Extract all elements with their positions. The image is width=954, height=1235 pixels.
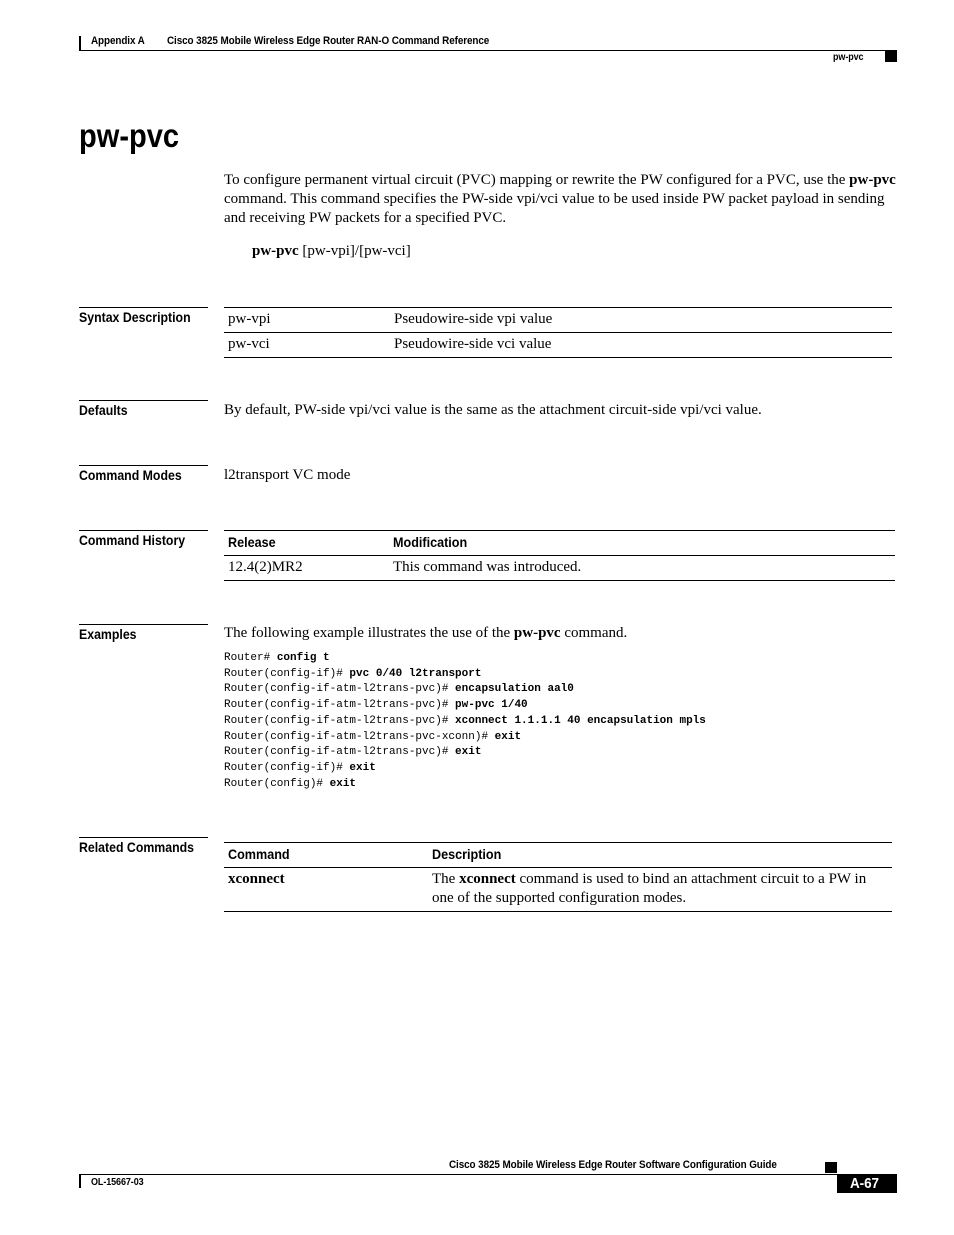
intro-cmd: pw-pvc: [849, 172, 896, 188]
table-row: [224, 333, 892, 358]
footer-left-bar: [79, 1174, 81, 1188]
command-modes-rule: [79, 465, 208, 466]
code-line: Router(config-if-atm-l2trans-pvc)# xconnect 1.1.1.1 40 encapsulation mpls: [224, 714, 706, 727]
header-doc-title: Cisco 3825 Mobile Wireless Edge Router RAN-O Command Reference: [167, 35, 490, 47]
defaults-text: By default, PW-side vpi/vci value is the same as the attachment circuit-side vpi/vci value.: [224, 402, 762, 418]
syntax-args: [pw-vpi]/[pw-vci]: [298, 243, 411, 259]
header-rule: [79, 50, 897, 51]
syntax-description-table: [224, 307, 892, 358]
examples-label: Examples: [79, 626, 137, 642]
header-description: Description: [432, 846, 502, 862]
header-black-tab: [885, 51, 897, 62]
footer-guide-title: Cisco 3825 Mobile Wireless Edge Router Software Configuration Guide: [449, 1159, 777, 1171]
footer-rule: [79, 1174, 897, 1175]
table-row: [224, 868, 892, 912]
header-modification: Modification: [393, 534, 468, 550]
footer-page-number: A-67: [850, 1175, 879, 1192]
command-history-label: Command History: [79, 532, 186, 548]
intro-pre: To configure permanent virtual circuit (PVC) mapping or rewrite the PW configured for a PVC, use the: [224, 172, 850, 188]
examples-intro: [224, 624, 627, 643]
code-line: Router(config-if-atm-l2trans-pvc)# encapsulation aal0: [224, 683, 574, 696]
table-row: [224, 308, 892, 333]
footer-doc-number: OL-15667-03: [91, 1177, 144, 1188]
syntax-line: [252, 242, 411, 261]
header-release: Release: [228, 534, 276, 550]
examples-intro-cmd: pw-pvc: [513, 625, 561, 641]
related-commands-label: Related Commands: [79, 839, 195, 855]
syntax-param-desc: Pseudowire-side vpi value: [394, 311, 553, 327]
related-description-cell: The xconnect command is used to bind an attachment circuit to a PW in one of the supported configuration modes.: [432, 871, 867, 906]
release-cell: 12.4(2)MR2: [228, 559, 303, 575]
syntax-param: pw-vpi: [228, 311, 271, 327]
footer-black-tab: [825, 1162, 837, 1173]
example-code-block: [224, 651, 706, 792]
command-modes-text: l2transport VC mode: [224, 467, 351, 483]
code-line: Router(config-if-atm-l2trans-pvc)# exit: [224, 746, 482, 759]
command-history-rule: [79, 530, 208, 531]
table-header-row: [224, 843, 892, 868]
code-line: Router(config-if-atm-l2trans-pvc-xconn)# exit: [224, 730, 522, 743]
code-line: Router(config-if)# pvc 0/40 l2transport: [224, 667, 482, 680]
code-line: Router# config t: [224, 652, 330, 664]
code-line: Router(config-if)# exit: [224, 761, 376, 774]
examples-intro-pre: The following example illustrates the use of the: [224, 625, 514, 641]
syntax-cmd: pw-pvc: [252, 243, 299, 259]
header-appendix: Appendix A: [91, 35, 145, 47]
table-header-row: [224, 531, 895, 556]
syntax-description-label: Syntax Description: [79, 309, 191, 325]
examples-intro-post: command.: [560, 625, 628, 641]
intro-paragraph: [224, 171, 896, 228]
related-commands-table: [224, 842, 892, 912]
syntax-param: pw-vci: [228, 336, 270, 352]
syntax-param-desc: Pseudowire-side vci value: [394, 336, 552, 352]
page-title: pw-pvc: [79, 117, 180, 154]
intro-post: command. This command specifies the PW-side vpi/vci value to be used inside PW packet payload in sending and receiving PW packets for a specified PVC.: [224, 191, 885, 226]
code-line: Router(config-if-atm-l2trans-pvc)# pw-pvc 1/40: [224, 699, 528, 712]
command-history-table: [224, 530, 895, 581]
table-row: [224, 556, 895, 581]
related-commands-rule: [79, 837, 208, 838]
command-modes-label: Command Modes: [79, 467, 182, 483]
header-section-name: pw-pvc: [833, 52, 864, 63]
modification-cell: This command was introduced.: [393, 559, 582, 575]
defaults-rule: [79, 400, 208, 401]
defaults-label: Defaults: [79, 402, 128, 418]
examples-rule: [79, 624, 208, 625]
related-command-cell: xconnect: [228, 871, 285, 887]
syntax-description-rule: [79, 307, 208, 308]
header-left-bar: [79, 36, 81, 50]
header-command: Command: [228, 846, 290, 862]
code-line: Router(config)# exit: [224, 777, 357, 790]
